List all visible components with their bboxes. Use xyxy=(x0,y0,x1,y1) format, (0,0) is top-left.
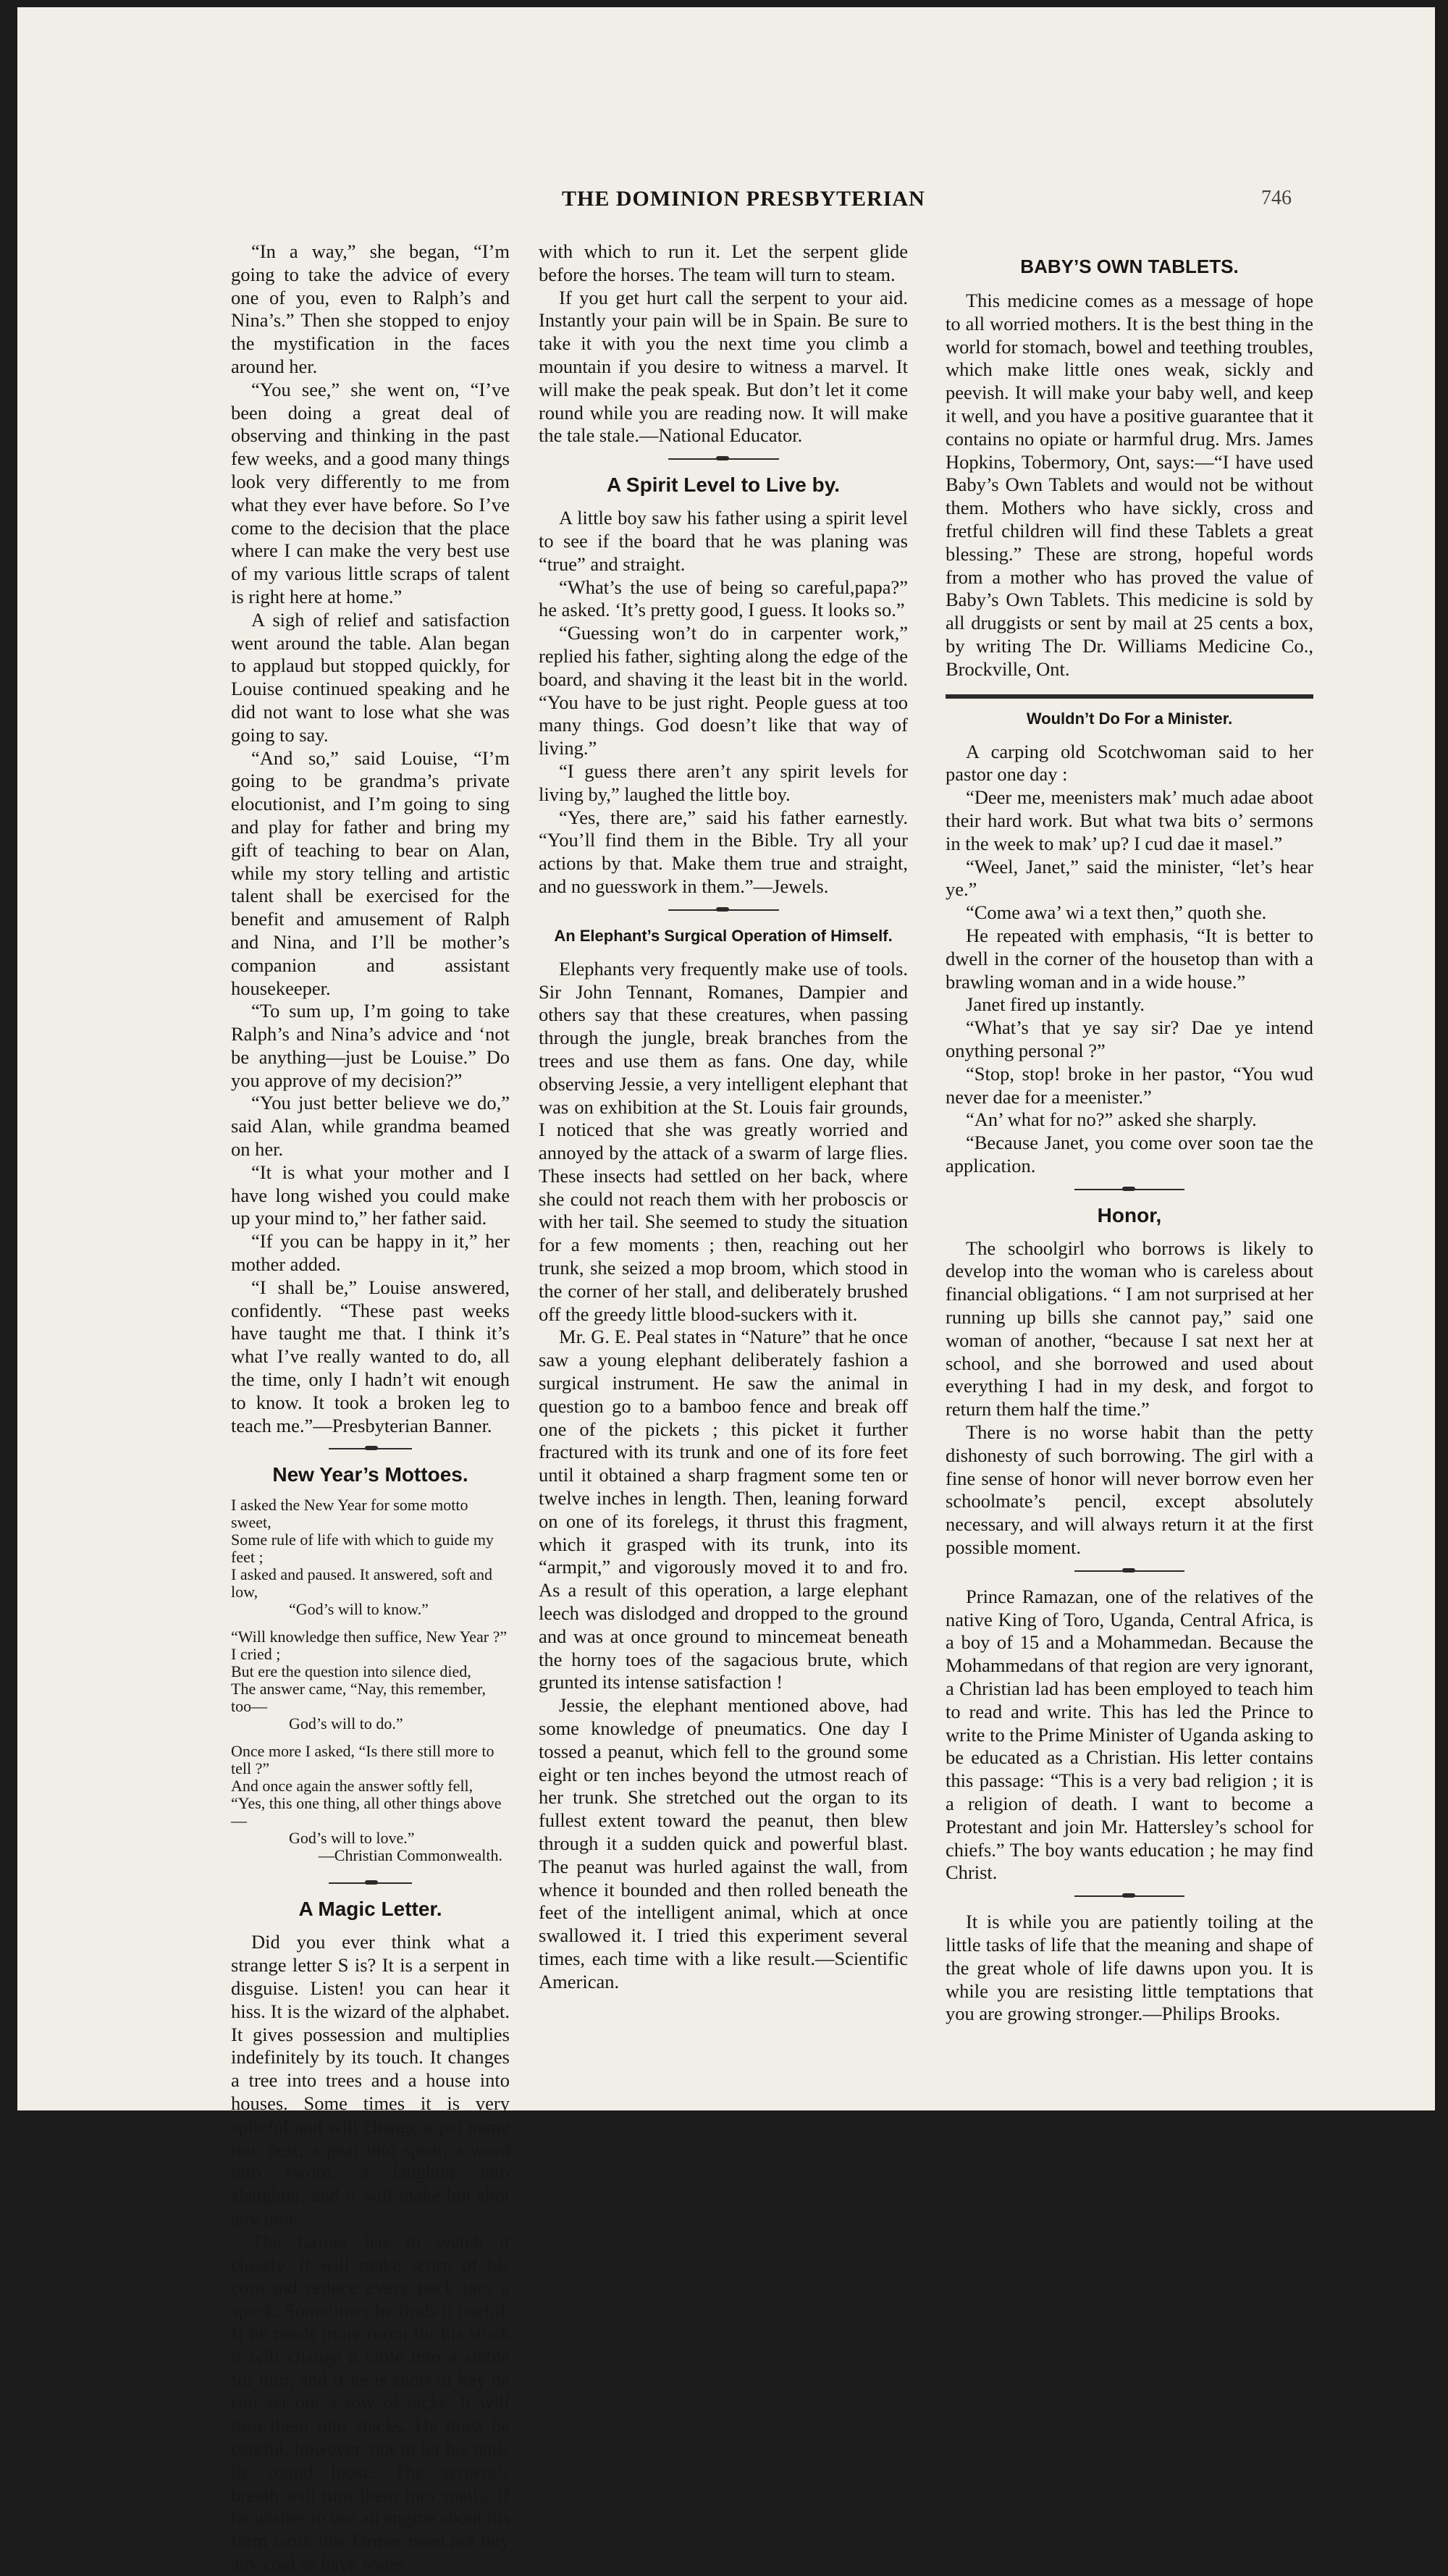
paragraph: “You see,” she went on, “I’ve been doing a great deal of observing and thinking in the past few weeks, and a good many things look very differently to me from what they ever have before. So I’ve come to the decision that the place where I can make the very best use of my various little scraps of talent is right here at home.” xyxy=(231,378,510,607)
paragraph: It is while you are patiently toiling at the little tasks of life that the meaning and shape of the great whole of life dawns upon you. It is while you are resisting little temptations that you are growing stronger.—Philips Brooks. xyxy=(946,1911,1313,2025)
paragraph: “In a way,” she began, “I’m going to take the advice of every one of you, even to Ralph’s and Nina’s.” Then she stopped to enjoy the mystification in the faces around her. xyxy=(231,240,510,377)
newspaper-page xyxy=(17,7,1435,2575)
column-2 xyxy=(539,240,908,1994)
paragraph: “Weel, Janet,” said the minister, “let’s hear ye.” xyxy=(946,855,1313,901)
paragraph: If you get hurt call the serpent to your aid. Instantly your pain will be in Spain. Be sure to take it with you the next time you climb a mountain if you desire to witness a marvel. It will make the peak speak. But don’t let it come round while you are reading now. It will make the tale stale.—National Educator. xyxy=(539,286,908,447)
paragraph: Elephants very frequently make use of tools. Sir John Tennant, Romanes, Dampier and others say that these creatures, when passing through the jungle, break branches from the trees and use them as fans. One day, while observing Jessie, a very intelligent elephant that was on exhibition at the St. Louis fair grounds, I noticed that she was greatly worried and annoyed by the attack of a swarm of large flies. These insects had settled on her back, where she could not reach them with her proboscis or with her tail. She seemed to study the situation for a few moments ; then, reaching out her trunk, she seized a mop broom, which stood in the corner of her stall, and deliberately brushed off the greedy little blood-suckers with it. xyxy=(539,957,908,1325)
paragraph: Janet fired up instantly. xyxy=(966,993,1145,1016)
column-1 xyxy=(231,240,510,2576)
article-title-babys-own-tablets: BABY’S OWN TABLETS. xyxy=(1020,256,1239,277)
paragraph: Mr. G. E. Peal states in “Nature” that he once saw a young elephant deliberately fashion a surgical instrument. He saw the animal in question go to a bamboo fence and break off one of the pickets ; this picket it further fractured with its trunk and one of its fore feet until it obtained a sharp fragment some ten or twelve inches in length. Then, leaning forward on one of its forelegs, it thrust this fragment, which it grasped with its trunk, into its “armpit,” and vigorously moved it to and fro. As a result of this operation, a large elephant leech was dislodged and dropped to the ground and was at once ground to mincemeat beneath the horny toes of the sagacious brute, which grunted its intense satisfaction ! xyxy=(539,1326,908,1693)
poem-line: But ere the question into silence died, xyxy=(231,1662,471,1681)
paragraph: Did you ever think what a strange letter S is? It is a serpent in disguise. Listen! you can hear it hiss. It is the wizard of the alphabet. It gives possession and multiplies indefinitely by its touch. It changes a tree into trees and a house into houses. Some times it is very spiteful and will change a pet name into pest, a pear into spear, a word into sword, a laughter into slaughter, and it will make hot shot any time. xyxy=(231,1931,510,2229)
paragraph: “What’s that ye say sir? Dae ye intend onything personal ?” xyxy=(946,1016,1313,1061)
article-title-magic-letter: A Magic Letter. xyxy=(298,1898,442,1921)
paragraph: A sigh of relief and satisfaction went around the table. Alan began to applaud but stopped quickly, for Louise continued speaking and he did not want to lose what she was going to say. xyxy=(231,608,510,746)
poem-line: “God’s will to know.” xyxy=(289,1600,429,1619)
article-title-mottoes: New Year’s Mottoes. xyxy=(272,1463,468,1486)
page-number: 746 xyxy=(1261,187,1292,209)
paragraph: “Stop, stop! broke in her pastor, “You wud never dae for a meenister.” xyxy=(946,1062,1313,1108)
paragraph: Prince Ramazan, one of the relatives of the native King of Toro, Uganda, Central Africa, is a boy of 15 and a Mohammedan. Because the Mohammedans of that region are very ignorant, a Christian lad has been employed to teach him to read and write. This has led the Prince to write to the Prime Minister of Uganda asking to be educated as a Christian. His letter contains this passage: “This is a very bad religion ; it is a religion of death. I want to become a Protestant and join Mr. Hattersley’s school for chiefs.” The boy wants education ; he may find Christ. xyxy=(946,1585,1313,1884)
paragraph: “Come awa’ wi a text then,” quoth she. xyxy=(966,901,1267,924)
ornament-divider xyxy=(231,1874,510,1890)
running-header: THE DOMINION PRESBYTERIAN xyxy=(562,187,925,211)
paragraph: “Yes, there are,” said his father earnestly. “You’ll find them in the Bible. Try all your actions by that. Make them true and straight, and no guesswork in them.”—Jewels. xyxy=(539,806,908,897)
paragraph: “I shall be,” Louise answered, confidently. “These past weeks have taught me that. I think it’s what I’ve really wanted to do, all the time, only I hadn’t wit enough to know. It took a broken leg to teach me.”—Presbyterian Banner. xyxy=(231,1276,510,1436)
paragraph: “You just better believe we do,” said Alan, while grandma beamed on her. xyxy=(231,1092,510,1161)
ornament-divider xyxy=(946,1562,1313,1578)
poem-line: “Will knowledge then suffice, New Year ?” I cried ; xyxy=(231,1628,508,1664)
paragraph: “If you can be happy in it,” her mother added. xyxy=(231,1230,510,1276)
paragraph: “And so,” said Louise, “I’m going to be grandma’s private elocutionist, and I’m going to sing and play for father and bring my gift of teaching to bear on Alan, while my story telling and artistic talent shall be exercised for the benefit and amusement of Ralph and Nina, and I’ll be mother’s companion and assistant housekeeper. xyxy=(231,746,510,999)
poem-line: I asked the New Year for some motto sweet, xyxy=(231,1496,468,1532)
paragraph: “An’ what for no?” asked she sharply. xyxy=(966,1108,1257,1131)
poem-line: “Yes, this one thing, all other things above— xyxy=(231,1794,502,1830)
column-3 xyxy=(946,240,1313,2026)
poem xyxy=(231,1497,510,1864)
paragraph: “Guessing won’t do in carpenter work,” replied his father, sighting along the edge of the board, and shaving it the least bit in the world. “You have to be just right. People guess at too many things. God doesn’t like that way of living.” xyxy=(539,622,908,759)
paragraph: with which to run it. Let the serpent glide before the horses. The team will turn to steam. xyxy=(539,240,908,285)
article-title-elephant: An Elephant’s Surgical Operation of Himself. xyxy=(554,926,893,945)
poem-credit: —Christian Commonwealth. xyxy=(318,1846,502,1865)
poem-line: I asked and paused. It answered, soft and low, xyxy=(231,1565,493,1601)
rule-divider xyxy=(946,694,1313,699)
paragraph: “Because Janet, you come over soon tae the application. xyxy=(946,1132,1313,1177)
ornament-divider xyxy=(946,1181,1313,1197)
paragraph: A little boy saw his father using a spirit level to see if the board that he was planing was “true” and straight. xyxy=(539,507,908,575)
poem-line: Once more I asked, “Is there still more to tell ?” xyxy=(231,1742,494,1778)
poem-line: God’s will to do.” xyxy=(289,1714,403,1733)
paragraph: He repeated with emphasis, “It is better to dwell in the corner of the housetop than with a brawling woman and in a wide house.” xyxy=(946,924,1313,993)
article-title-spirit-level: A Spirit Level to Live by. xyxy=(606,473,841,497)
ornament-divider xyxy=(231,1440,510,1456)
paragraph: This medicine comes as a message of hope to all worried mothers. It is the best thing in the world for stomach, bowel and teething troubles, which make little ones weak, sickly and peevish. It will make your baby well, and keep it well, and you have a positive guarantee that it contains no opiate or harmful drug. Mrs. James Hopkins, Tobermory, Ont, says:—“I have used Baby’s Own Tablets and would not be without them. Mothers who have sickly, cross and fretful children will find these Tablets a great blessing.” These are strong, hopeful words from a mother who has proved the value of Baby’s Own Tablets. This medicine is sold by all druggists or sent by mail at 25 cents a box, by writing The Dr. Williams Medicine Co., Brockville, Ont. xyxy=(946,290,1313,680)
poem-line: The answer came, “Nay, this remember, too— xyxy=(231,1680,486,1716)
ornament-divider xyxy=(946,1887,1313,1903)
paragraph: “I guess there aren’t any spirit levels for living by,” laughed the little boy. xyxy=(539,759,908,805)
poem-line: God’s will to love.” xyxy=(289,1829,415,1848)
paragraph: “It is what your mother and I have long wished you could make up your mind to,” her father said. xyxy=(231,1161,510,1229)
paragraph: There is no worse habit than the petty dishonesty of such borrowing. The girl with a fine sense of honor will never borrow even her schoolmate’s pencil, except absolutely necessary, and will always return it at the first possible moment. xyxy=(946,1421,1313,1559)
poem-line: Some rule of life with which to guide my feet ; xyxy=(231,1531,494,1567)
article-title-honor: Honor, xyxy=(1097,1203,1162,1226)
article-title-minister: Wouldn’t Do For a Minister. xyxy=(1026,709,1233,728)
ornament-divider xyxy=(539,901,908,917)
poem-line: And once again the answer softly fell, xyxy=(231,1777,473,1796)
paragraph: “Deer me, meenisters mak’ much adae aboot their hard work. But what twa bits o’ sermons in the week to mak’ up? I cud dae it masel.” xyxy=(946,786,1313,854)
paragraph: A carping old Scotchwoman said to her pastor one day : xyxy=(946,740,1313,786)
paragraph: “What’s the use of being so careful,papa?” he asked. ‘It’s pretty good, I guess. It looks so.” xyxy=(539,576,908,621)
paragraph: “To sum up, I’m going to take Ralph’s and Nina’s advice and ‘not be anything—just be Louise.” Do you approve of my decision?” xyxy=(231,1000,510,1091)
paragraph: Jessie, the elephant mentioned above, had some knowledge of pneumatics. One day I tossed a peanut, which fell to the ground some eight or ten inches beyond the utmost reach of her trunk. She stretched out the organ to its fullest extent toward the peanut, then blew through it a sudden quick and powerful blast. The peanut was hurled against the wall, from whence it bounded and then rolled beneath the feet of the intelligent animal, which at once swallowed it. I tried this experiment several times, each time with a like result.—Scientific American. xyxy=(539,1694,908,1992)
paragraph: The farmer has to watch it closely. It will make scorn of his corn,and reduce every peck into a speck. Sometimes he finds it useful. If he needs more room for his stock it will change a table into a stable for him, and if he is short of hay he can set out a row of tacks. It will turn them into stacks. He must be careful, however, not to let his nails lie round loose. The serpent’s breath will turn them into snails. If he wishes to use an engine about his farm work this farmer need not buy any coal or have water xyxy=(231,2230,510,2575)
ornament-divider xyxy=(539,450,908,466)
paragraph: The schoolgirl who borrows is likely to develop into the woman who is careless about financial obligations. “ I am not surprised at her running up bills she cannot pay,” said one woman of another, “because I sat next her at school, and she borrowed and used about everything I had in my desk, and forgot to return them half the time.” xyxy=(946,1237,1313,1420)
